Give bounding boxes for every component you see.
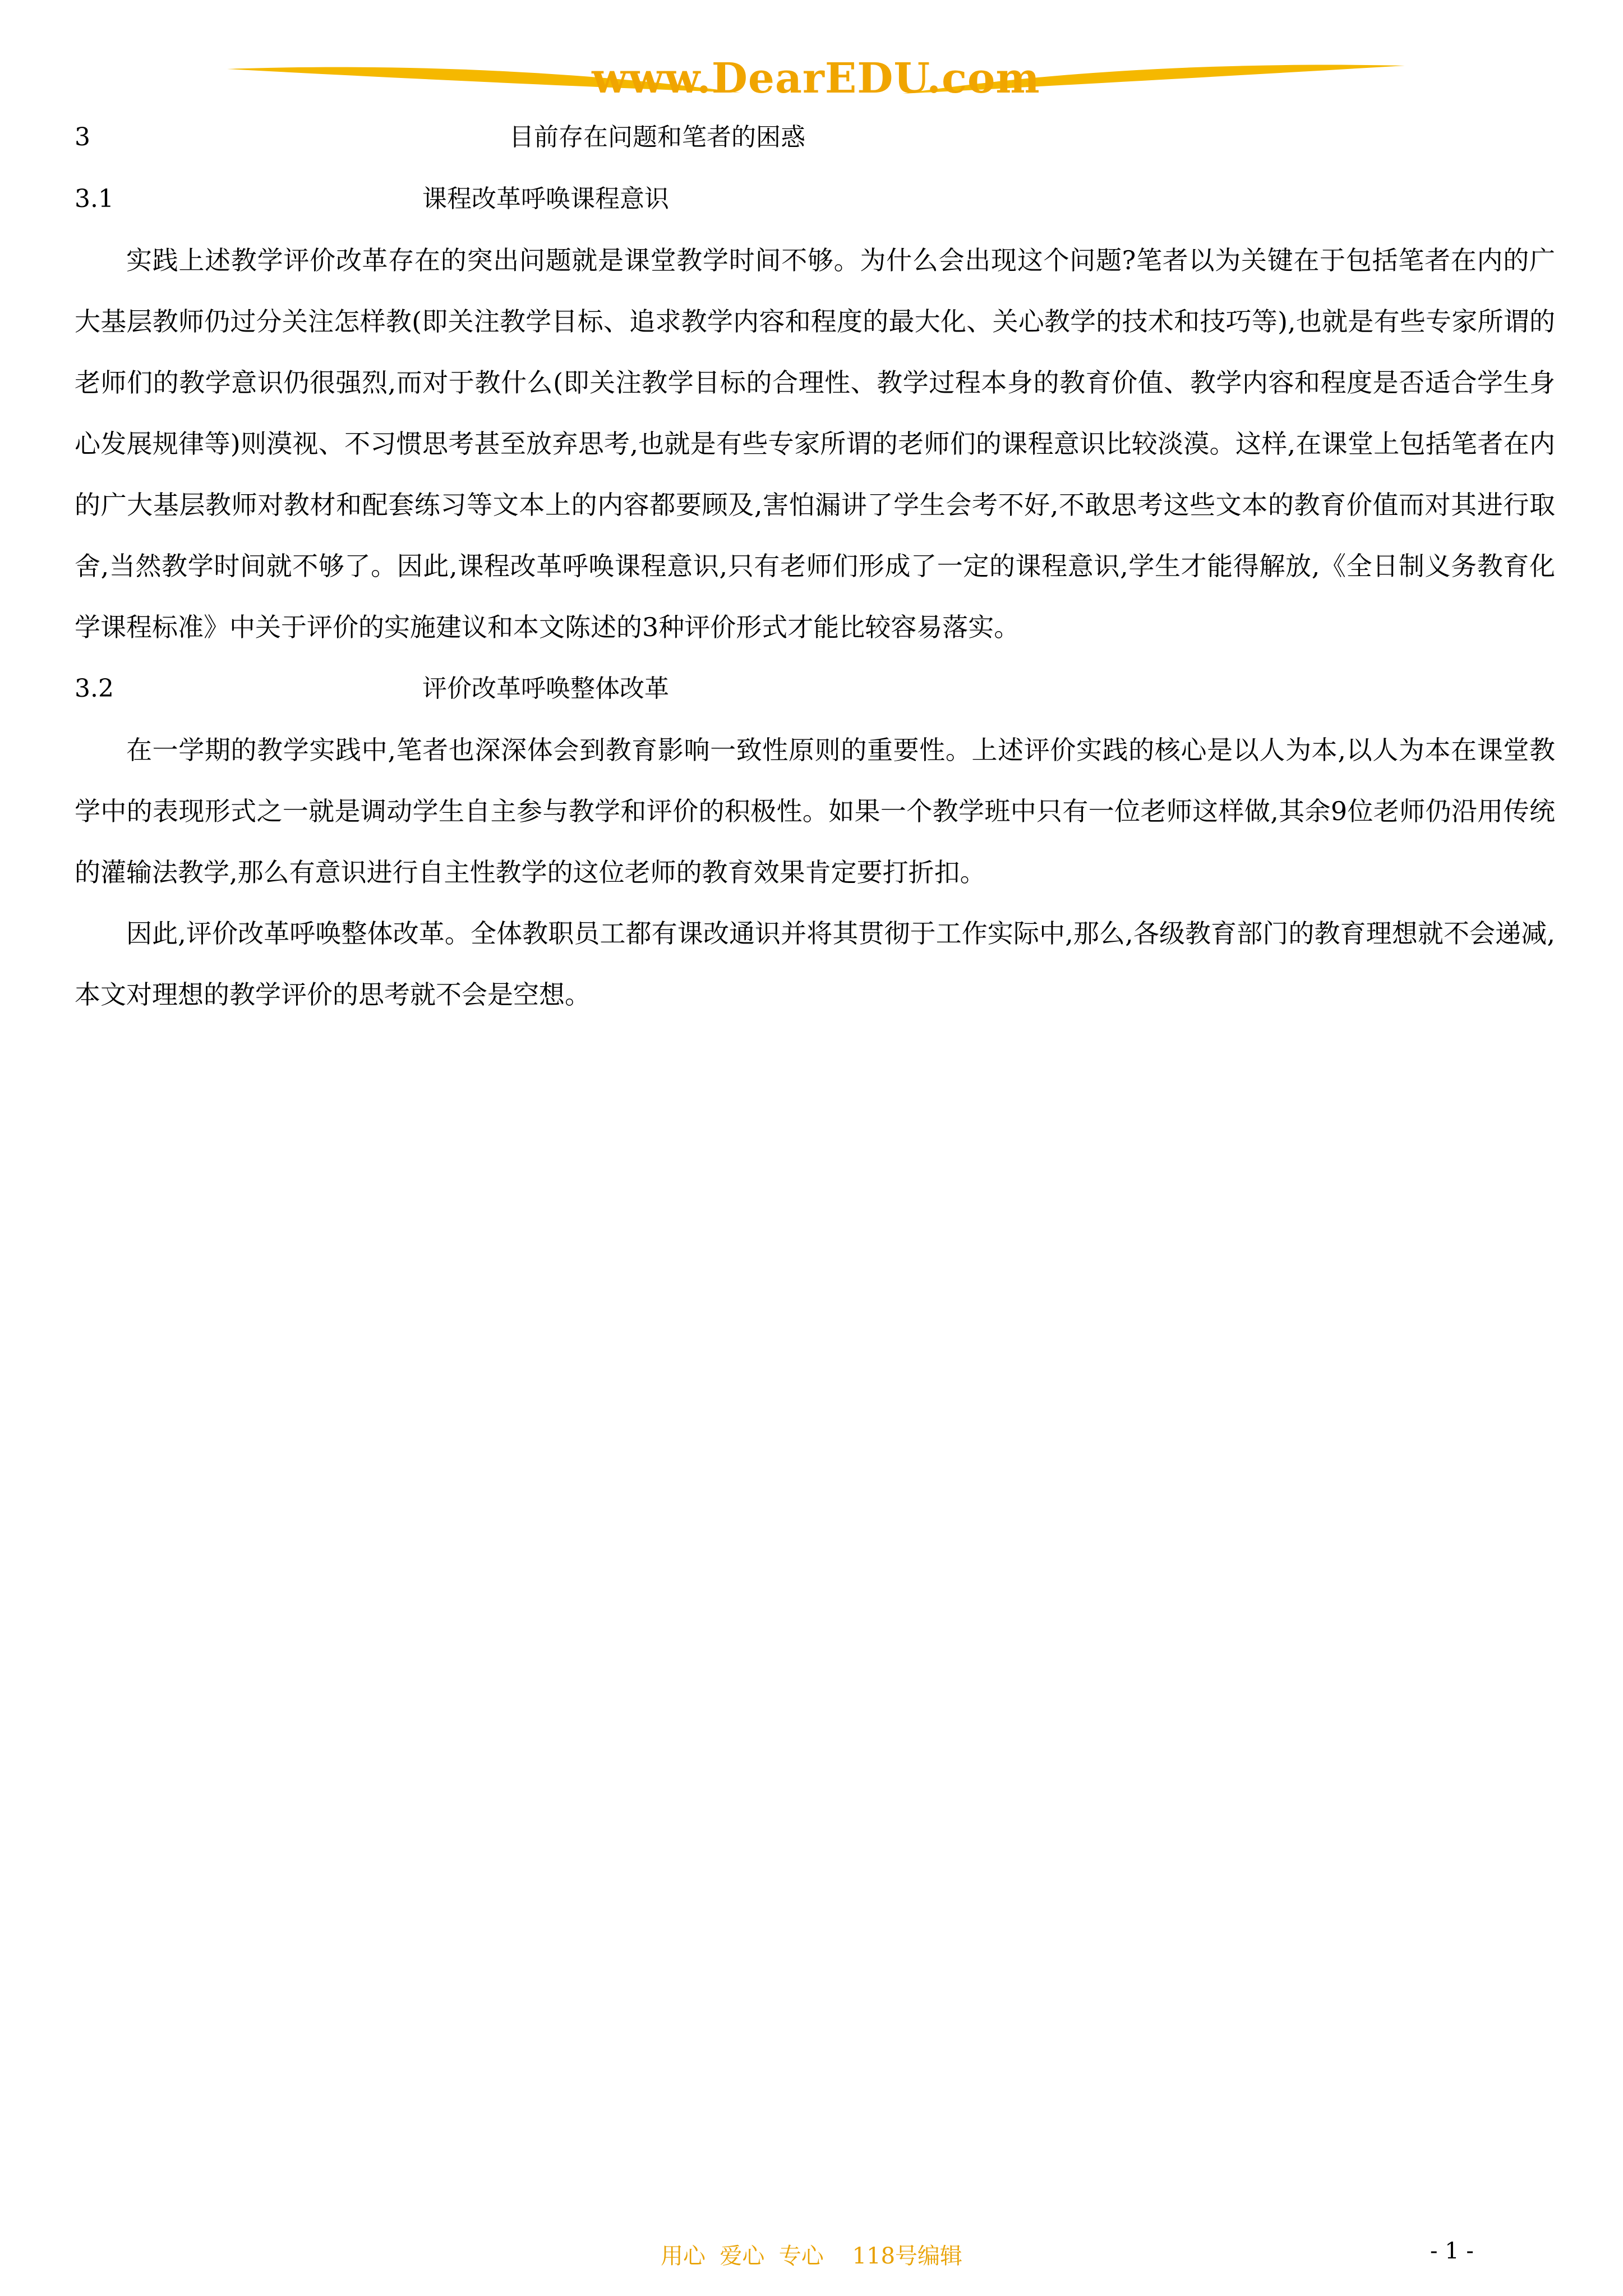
subsection-heading xyxy=(75,658,1555,720)
section-heading xyxy=(75,107,1555,168)
subsection-title: 课程改革呼唤课程意识 xyxy=(422,185,669,213)
paragraph: 因此,评价改革呼唤整体改革。全体教职员工都有课改通识并将其贯彻于工作实际中,那么,各级教育部门的教育理想就不会递减,本文对理想的教学评价的思考就不会是空想。 xyxy=(75,918,1555,1010)
section-number: 3 xyxy=(75,123,90,151)
paragraph: 实践上述教学评价改革存在的突出问题就是课堂教学时间不够。为什么会出现这个问题?笔者以为关键在于包括笔者在内的广大基层教师仍过分关注怎样教(即关注教学目标、追求教学内容和程度的最大化、关心教学的技术和技巧等),也就是有些专家所谓的老师们的教学意识仍很强烈,而对于教什么(即关注教学目标的合理性、教学过程本身的教育价值、教学内容和程度是否适合学生身心发展规律等)则漠视、不习惯思考甚至放弃思考,也就是有些专家所谓的老师们的课程意识比较淡漠。这样,在课堂上包括笔者在内的广大基层教师对教材和配套练习等文本上的内容都要顾及,害怕漏讲了学生会考不好,不敢思考这些文本的教育价值而对其进行取舍,当然教学时间就不够了。因此,课程改革呼唤课程意识,只有老师们形成了一定的课程意识,学生才能得解放,《全日制义务教育化学课程标准》中关于评价的实施建议和本文陈述的3种评价形式才能比较容易落实。 xyxy=(75,245,1555,642)
subsection-heading xyxy=(75,168,1555,230)
document-body xyxy=(75,107,1555,1025)
subsection-number: 3.1 xyxy=(75,185,114,213)
header-banner xyxy=(224,53,1408,104)
site-logo-text: www.DearEDU.com xyxy=(592,54,1040,103)
page-number: - 1 - xyxy=(1430,2238,1474,2264)
subsection-title: 评价改革呼唤整体改革 xyxy=(422,674,669,703)
section-title: 目前存在问题和笔者的困惑 xyxy=(509,123,805,151)
footer-note: 用心 爱心 专心 118号编辑 xyxy=(660,2243,963,2269)
paragraph: 在一学期的教学实践中,笔者也深深体会到教育影响一致性原则的重要性。上述评价实践的核心是以人为本,以人为本在课堂教学中的表现形式之一就是调动学生自主参与教学和评价的积极性。如果一个教学班中只有一位老师这样做,其余9位老师仍沿用传统的灌输法教学,那么有意识进行自主性教学的这位老师的教育效果肯定要打折扣。 xyxy=(75,735,1555,887)
subsection-number: 3.2 xyxy=(75,674,114,703)
